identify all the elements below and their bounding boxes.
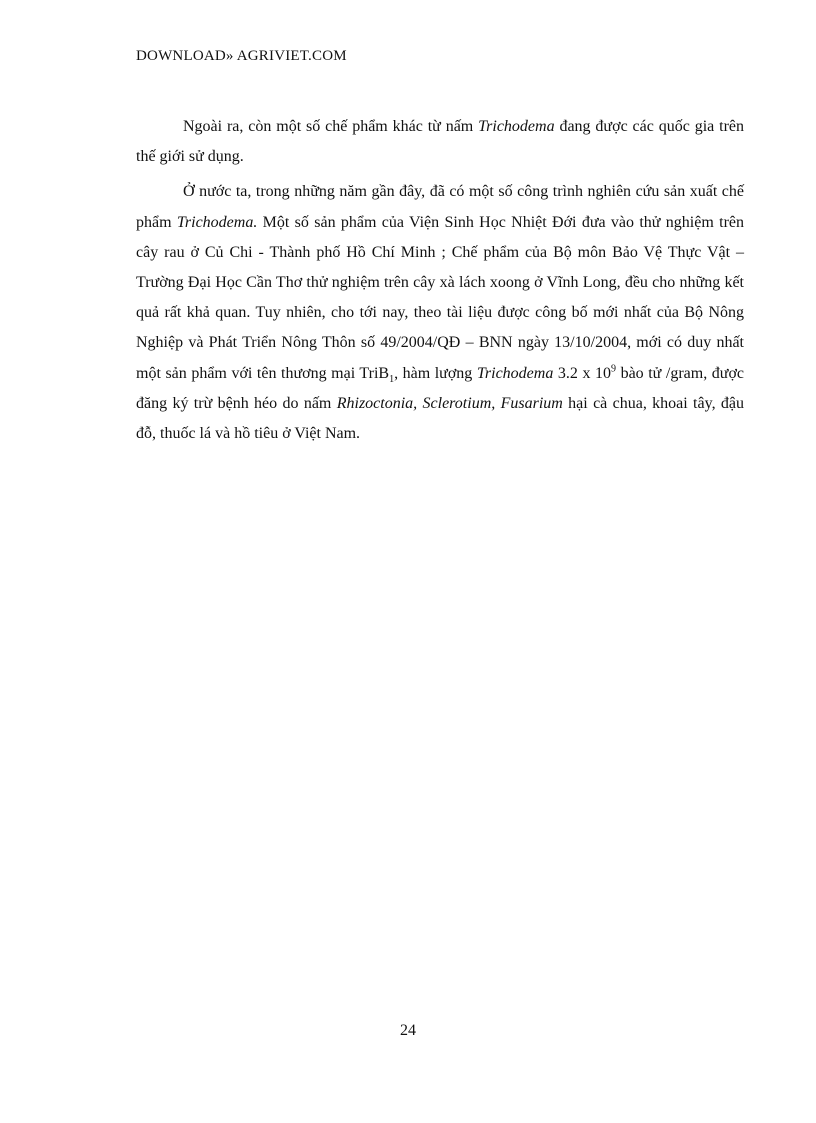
superscript: 9 xyxy=(611,363,617,375)
page-number: 24 xyxy=(400,1022,416,1039)
document-body xyxy=(136,112,744,454)
paragraph-1 xyxy=(136,112,744,172)
page-header: DOWNLOAD» AGRIVIET.COM xyxy=(136,48,347,64)
italic-species-name: Trichodema. xyxy=(176,213,258,231)
italic-species-name: Trichodema xyxy=(476,364,554,382)
subscript: 1 xyxy=(389,373,395,385)
text-run: bào tử /gram, được đăng ký trừ bệnh héo do nấm xyxy=(136,364,745,412)
text-run: , hàm lượng xyxy=(394,364,477,382)
italic-species-name: Trichodema xyxy=(478,118,555,135)
italic-pathogen-names: Rhizoctonia, Sclerotium, Fusarium xyxy=(336,394,563,412)
paragraph-2 xyxy=(136,177,744,449)
text-run: hại cà chua, khoai tây, đậu đỗ, thuốc lá và hồ tiêu ở Việt Nam. xyxy=(136,394,745,443)
text-run: 3.2 x 10 xyxy=(553,364,612,382)
text-run: Một số sản phẩm của Viện Sinh Học Nhiệt Đới đưa vào thử nghiệm trên cây rau ở Củ Chi - Thành phố Hồ Chí Minh ; Chế phẩm của Bộ môn Bảo Vệ Thực Vật – Trường Đại Học Cần Thơ thử nghiệm trên cây xà lách xoong ở Vĩnh Long, đều cho những kết quả rất khả quan. Tuy nhiên, cho tới nay, theo tài liệu được công bố mới nhất của Bộ Nông Nghiệp và Phát Triển Nông Thôn số 49/2004/QĐ – BNN ngày 13/10/2004, mới có duy nhất một sản phẩm với tên thương mại TriB xyxy=(136,213,745,382)
text-run: đang được các quốc gia trên thế giới sử dụng. xyxy=(136,118,744,166)
text-run: Ở nước ta, trong những năm gần đây, đã có một số công trình nghiên cứu sản xuất chế phẩm xyxy=(136,183,744,231)
text-run: Ngoài ra, còn một số chế phẩm khác từ nấm xyxy=(183,118,479,135)
